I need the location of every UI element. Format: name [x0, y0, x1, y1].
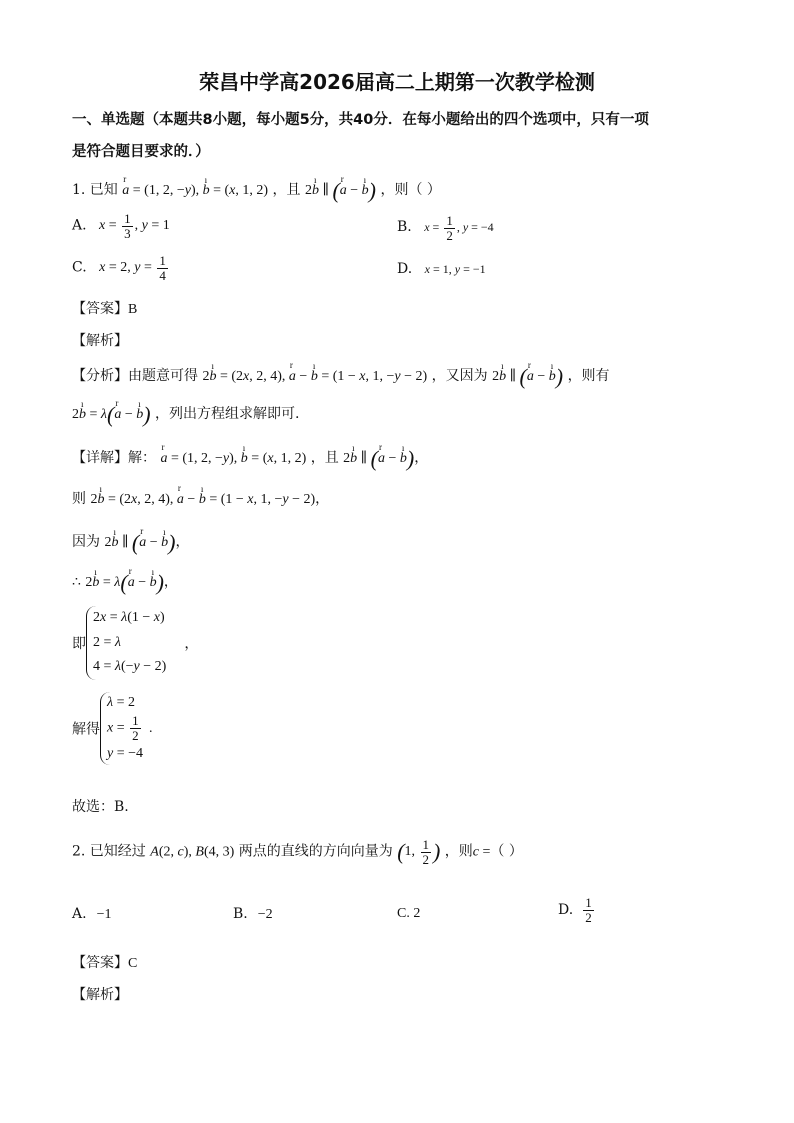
detail-text: 则	[72, 491, 86, 507]
q1-option-a: A. x = $\frac{1}{3}$ , y = 1	[72, 211, 170, 241]
q1-choose: 故选：B.	[72, 799, 129, 815]
q1-equation-system: 即2x = λ(1 − x) 2 = λ 4 = λ(−y − 2)，	[72, 606, 198, 680]
q1-stem	[72, 178, 441, 204]
fenxi-text: 由题意可得	[128, 368, 198, 385]
option-label: B.	[233, 906, 248, 922]
therefore-symbol: ∴	[72, 574, 81, 591]
option-value: −1	[96, 907, 112, 922]
option-label: A.	[72, 906, 87, 922]
fenxi-text: ，又因为	[431, 368, 488, 385]
q1-fenxi-line2: 2ı b = λ(r a − ı b) ，列出方程组求解即可.	[72, 402, 299, 428]
q1-condition: ，且	[272, 182, 301, 199]
q2-prefix: 2. 已知经过	[72, 843, 146, 860]
detail-text: 解：	[128, 450, 156, 467]
q1-option-d: D. x = 1, y = −1	[397, 261, 486, 277]
q2-end2: （ ）	[490, 843, 523, 860]
detail-text: 即	[72, 635, 86, 652]
option-label: B.	[397, 218, 412, 235]
section-heading-line2: 是符合题目要求的．）	[72, 144, 210, 160]
q2-analysis-tag: 【解析】	[72, 987, 128, 1003]
detail-text: 因为	[72, 534, 100, 551]
fenxi-text: ，列出方程组求解即可.	[155, 406, 300, 423]
section-heading-line1: 一、单选题（本题共8小题，每小题5分，共40分．在每小题给出的四个选项中，只有一项	[72, 112, 649, 128]
q1-detail-line4: ∴ 2ı b = λ(r a − ı b)，	[72, 570, 178, 596]
q1-solution-system: 解得λ = 2 x = $\frac{1}{2}$ y = −4.	[72, 692, 153, 765]
q2-answer	[72, 952, 137, 972]
q1-prefix: 1. 已知	[72, 182, 118, 199]
page-title: 荣昌中学高2026届高二上期第一次教学检测	[199, 70, 595, 94]
answer-value: C	[128, 956, 138, 971]
q1-vectors: r a = (1, 2, −y), ı b = (x, 1, 2)	[122, 183, 268, 198]
answer-tag: 【答案】	[72, 955, 128, 971]
q2-option-a	[72, 906, 111, 923]
detail-tag: 【详解】	[72, 450, 128, 467]
option-label: A.	[72, 217, 87, 234]
q2-option-c: C. 2	[397, 906, 421, 921]
q1-option-b: B. x = $\frac{1}{2}$ , y = −4	[397, 213, 494, 243]
option-label: C.	[72, 259, 87, 276]
q1-parallel: 2ı b ∥ (r a − ı b)	[305, 183, 376, 198]
detail-text: ，且	[310, 450, 339, 467]
q2-option-b	[233, 906, 273, 923]
q1-option-c: C. x = 2, y = $\frac{1}{4}$	[72, 253, 166, 283]
q1-end: ，则（ ）	[380, 182, 441, 199]
q1-detail-line3: 因为 2ı b ∥ (r a − ı b)，	[72, 530, 189, 556]
answer-tag: 【答案】	[72, 301, 128, 317]
equation-system: 2x = λ(1 − x) 2 = λ 4 = λ(−y − 2)	[86, 606, 166, 680]
q2-end: ，则	[444, 843, 473, 860]
q1-detail-line2: 则 2ı b = (2x, 2, 4), r a − ı b = (1 − x, 1, −y − 2)，	[72, 488, 329, 508]
q1-detail-line1: 【详解】解： r a = (1, 2, −y), ı b = (x, 1, 2) ，且 2ı b ∥ (r a − ı b)，	[72, 446, 428, 472]
option-value: −2	[257, 907, 273, 922]
q1-answer	[72, 298, 137, 318]
fenxi-tag: 【分析】	[72, 368, 128, 385]
answer-value: B	[128, 302, 138, 317]
fenxi-text: ，则有	[567, 368, 610, 385]
solution-system: λ = 2 x = $\frac{1}{2}$ y = −4	[100, 692, 143, 765]
q1-fenxi-line1: 【分析】由题意可得 2ı b = (2x, 2, 4), r a − ı b = (1 − x, 1, −y − 2) ，又因为 2ı b ∥ (r a − ı b) ，则有	[72, 364, 610, 390]
option-label: D.	[397, 261, 413, 277]
option-label: D.	[558, 902, 574, 919]
q2-option-d: D. $\frac{1}{2}$	[558, 895, 592, 925]
q2-stem: 2. 已知经过 A(2, c), B(4, 3) 两点的直线的方向向量为 (1, $\frac{1}{2}$ ) ，则c =（ ）	[72, 837, 523, 867]
q2-mid: 两点的直线的方向向量为	[238, 843, 393, 860]
q1-analysis-tag: 【解析】	[72, 333, 128, 349]
detail-text: 解得	[72, 721, 100, 738]
